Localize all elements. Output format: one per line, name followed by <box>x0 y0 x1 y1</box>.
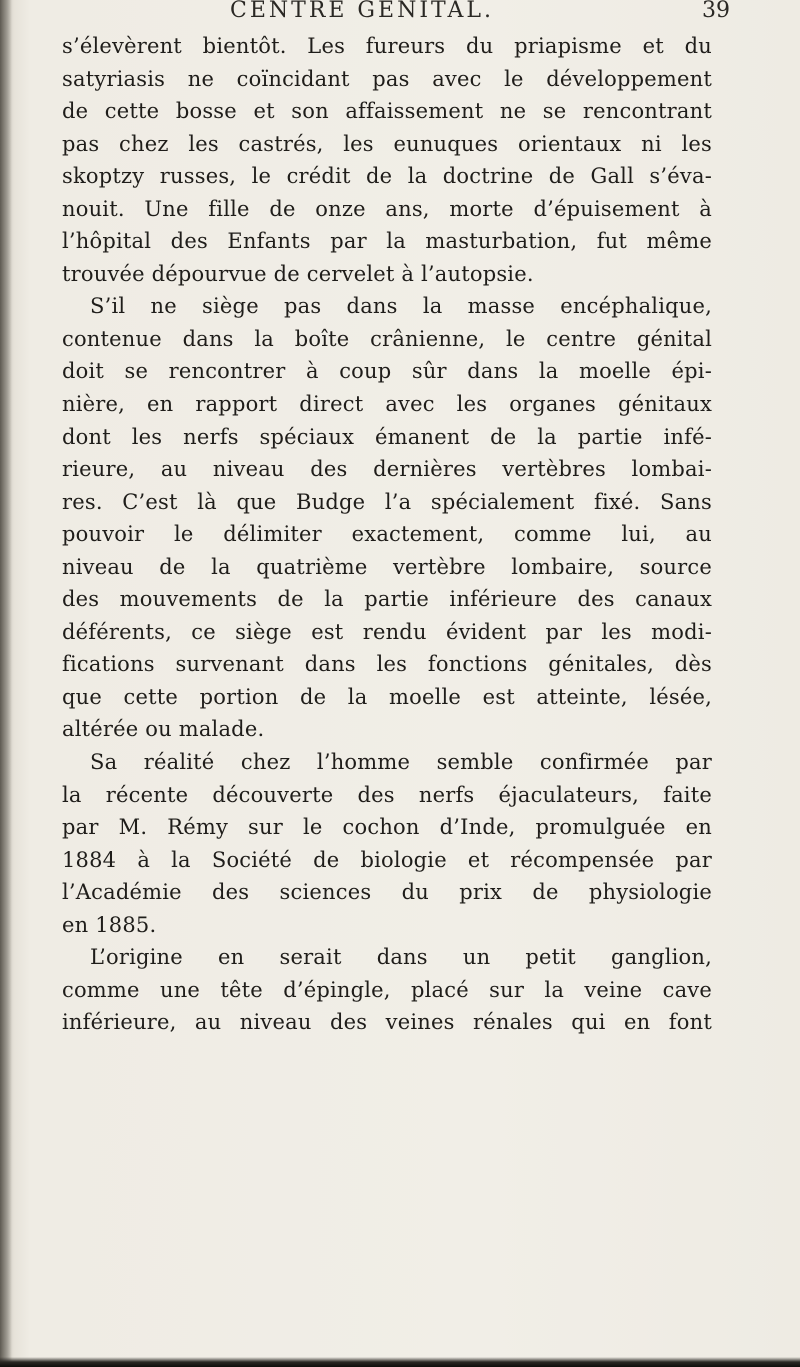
text-line: pouvoir le délimiter exactement, comme lui, au <box>62 522 712 547</box>
text-line: par M. Rémy sur le cochon d’Inde, promulguée en <box>62 815 712 840</box>
text-line: pas chez les castrés, les eunuques orientaux ni les <box>62 131 712 156</box>
text-line: en 1885. <box>62 912 157 937</box>
binding-shadow <box>0 0 12 1367</box>
text-line: niveau de la quatrième vertèbre lombaire, source <box>62 554 712 579</box>
text-line: l’Académie des sciences du prix de physiologie <box>62 880 712 905</box>
text-line: altérée ou malade. <box>62 717 265 742</box>
text-line: skoptzy russes, le crédit de la doctrine de Gall s’éva- <box>62 164 712 189</box>
text-line: 1884 à la Société de biologie et récompensée par <box>62 847 712 872</box>
page-bottom-edge <box>0 1357 800 1367</box>
text-line: satyriasis ne coïncidant pas avec le développement <box>62 66 712 91</box>
text-line: comme une tête d’épingle, placé sur la veine cave <box>62 977 712 1002</box>
text-line: déférents, ce siège est rendu évident par les modi- <box>62 619 712 644</box>
text-line: rieure, au niveau des dernières vertèbres lombai- <box>62 457 712 482</box>
page-number: 39 <box>702 0 730 23</box>
text-line: que cette portion de la moelle est atteinte, lésée, <box>62 684 712 709</box>
text-line: s’élevèrent bientôt. Les fureurs du priapisme et du <box>62 34 712 58</box>
text-line: dont les nerfs spéciaux émanent de la partie infé- <box>62 424 712 449</box>
body-text <box>62 30 712 1039</box>
text-line: S’il ne siège pas dans la masse encéphalique, <box>90 294 712 319</box>
text-line: de cette bosse et son affaissement ne se rencontrant <box>62 99 712 124</box>
text-line: contenue dans la boîte crânienne, le centre génital <box>62 326 712 351</box>
text-line: res. C’est là que Budge l’a spécialement fixé. Sans <box>62 489 712 514</box>
text-line: des mouvements de la partie inférieure des canaux <box>62 587 712 612</box>
text-line: nouit. Une fille de onze ans, morte d’épuisement à <box>62 196 712 221</box>
running-title: CENTRE GENITAL. <box>230 0 494 23</box>
text-line: l’hôpital des Enfants par la masturbation, fut même <box>62 229 712 254</box>
running-head <box>60 0 750 26</box>
text-line: L’origine en serait dans un petit ganglion, <box>90 945 712 970</box>
text-line: nière, en rapport direct avec les organes génitaux <box>62 392 712 417</box>
text-line: inférieure, au niveau des veines rénales qui en font <box>62 1010 712 1035</box>
text-line: la récente découverte des nerfs éjaculateurs, faite <box>62 782 712 807</box>
text-line: fications survenant dans les fonctions génitales, dès <box>62 652 712 677</box>
text-line: doit se rencontrer à coup sûr dans la moelle épi- <box>62 359 712 384</box>
text-line: Sa réalité chez l’homme semble confirmée par <box>90 750 712 775</box>
text-line: trouvée dépourvue de cervelet à l’autopsie. <box>62 261 534 286</box>
